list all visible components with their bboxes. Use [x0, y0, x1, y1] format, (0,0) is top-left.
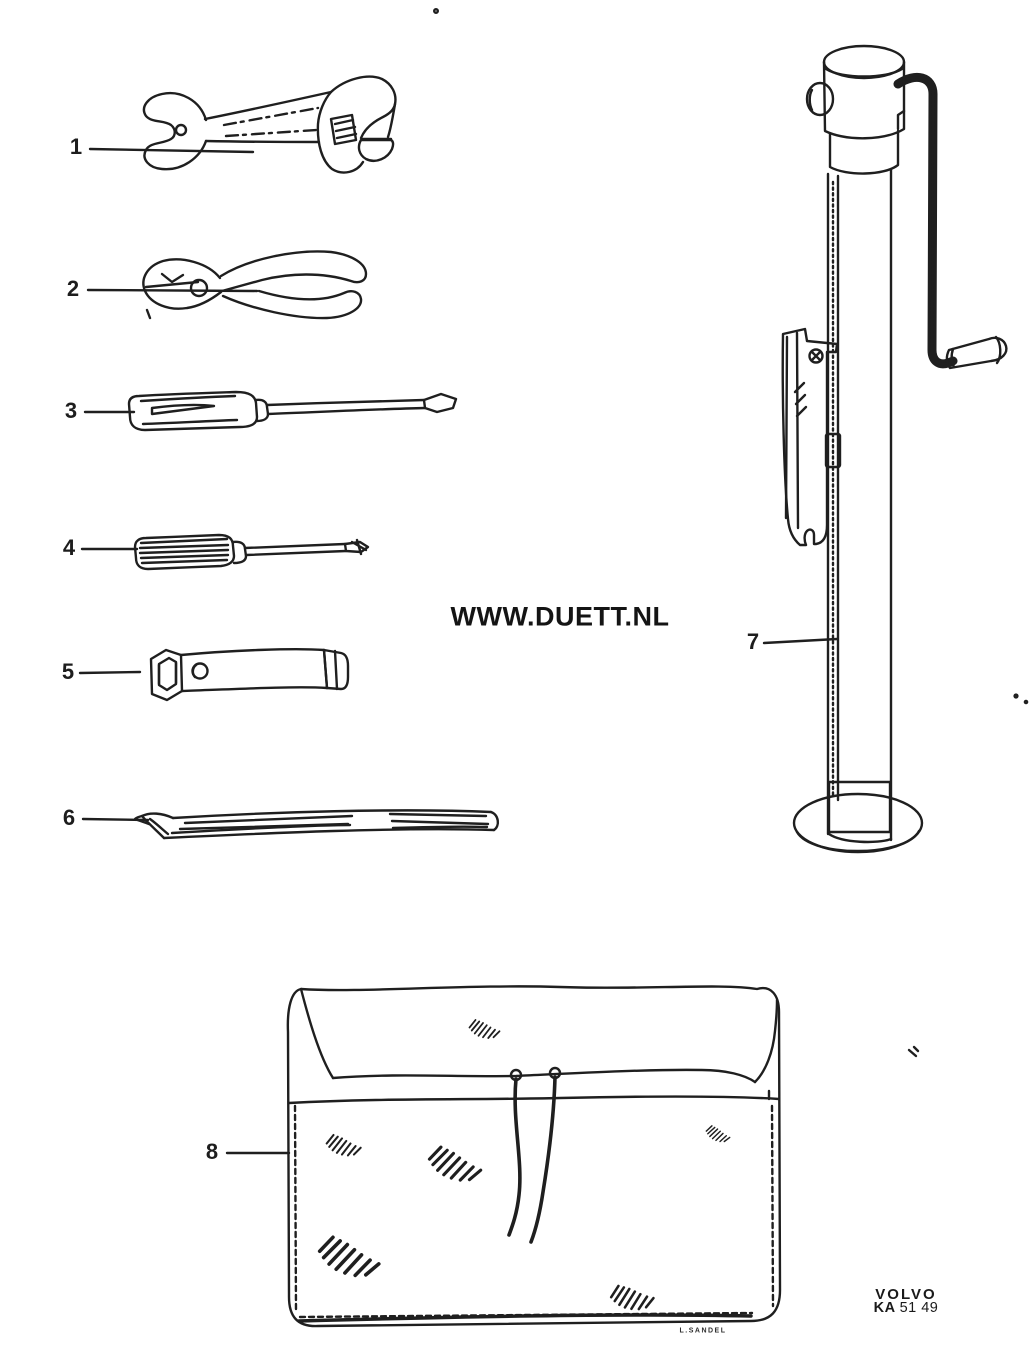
- part-8-tool-bag-drawing: [227, 986, 780, 1326]
- part-3-flat-screwdriver-drawing: [85, 392, 456, 430]
- catalog-code-number: 51 49: [899, 1300, 939, 1316]
- catalog-code-prefix: KA: [873, 1300, 896, 1316]
- part-3-label: 3: [64, 398, 78, 423]
- part-5-label: 5: [61, 659, 75, 684]
- brand-name: VOLVO: [875, 1286, 937, 1303]
- part-5-box-spanner-drawing: [80, 649, 348, 700]
- brand-mark: [874, 1288, 939, 1316]
- part-8-label: 8: [205, 1139, 219, 1164]
- catalog-code: [874, 1301, 939, 1316]
- part-1-label: 1: [69, 134, 83, 159]
- part-6-label: 6: [62, 805, 76, 830]
- watermark-text: WWW.DUETT.NL: [450, 601, 670, 632]
- part-6-tyre-lever-drawing: [83, 810, 498, 838]
- part-2-label: 2: [66, 276, 80, 301]
- part-4-label: 4: [62, 535, 76, 560]
- part-7-label: 7: [746, 629, 760, 654]
- part-4-phillips-screwdriver-drawing: [82, 535, 368, 569]
- part-7-jack-drawing: [764, 46, 1006, 852]
- artist-signature: L.SANDEL: [679, 1327, 727, 1335]
- part-1-adjustable-wrench-drawing: [90, 77, 395, 173]
- part-2-pliers-drawing: [88, 251, 366, 318]
